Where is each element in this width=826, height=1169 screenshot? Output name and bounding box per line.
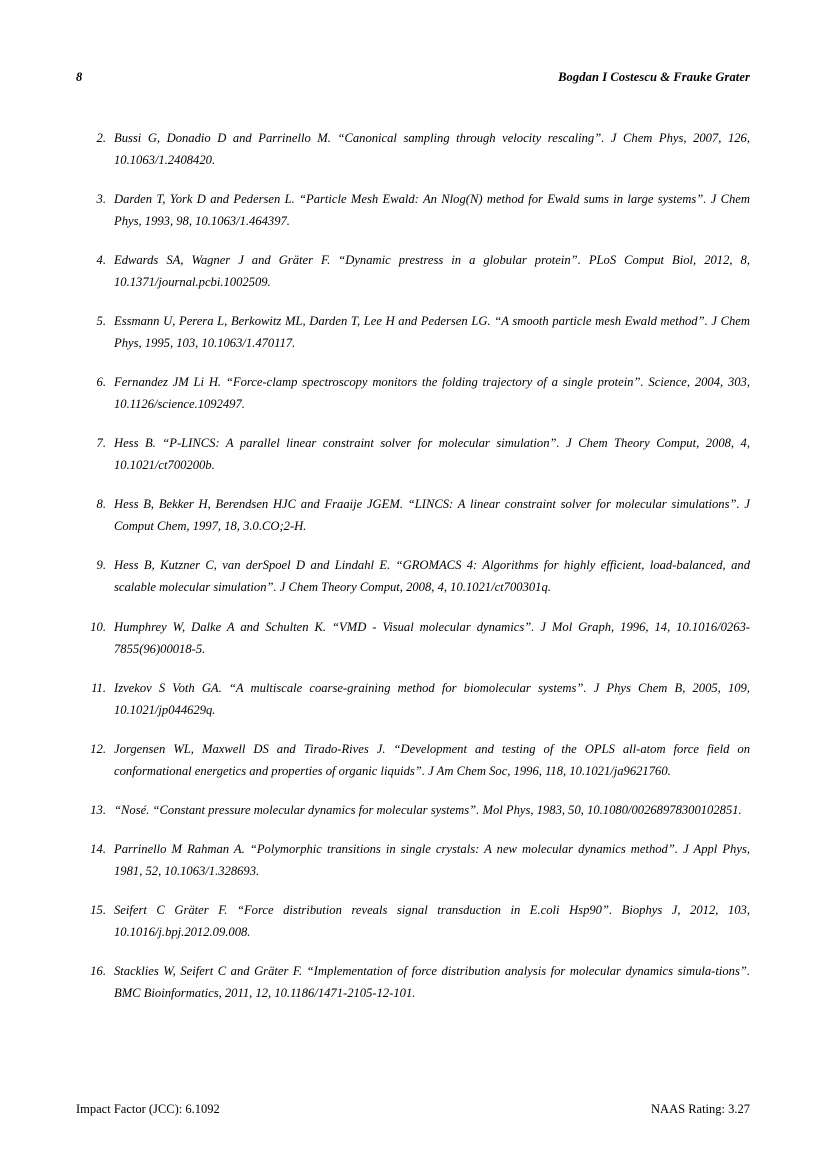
list-item xyxy=(76,127,750,171)
page-footer xyxy=(76,1102,750,1117)
reference-number: 4. xyxy=(96,253,106,268)
reference-text: Bussi G, Donadio D and Parrinello M. “Canonical sampling through velocity rescaling”. J Chem Phys, 2007, 126, 10.1063/1.2408420. xyxy=(114,131,750,168)
page-number: 8 xyxy=(76,70,83,84)
list-item xyxy=(76,677,750,721)
reference-number: 9. xyxy=(96,558,106,573)
list-item xyxy=(76,188,750,232)
reference-text: Hess B, Bekker H, Berendsen HJC and Fraaije JGEM. “LINCS: A linear constraint solver for molecular simulations”. J Comput Chem, 1997, 18, 3.0.CO;2-H. xyxy=(114,497,750,534)
reference-number: 15. xyxy=(90,902,106,917)
reference-text: Parrinello M Rahman A. “Polymorphic transitions in single crystals: A new molecular dynamics method”. J Appl Phys, 1981, 52, 10.1063/1.328693. xyxy=(114,841,750,878)
reference-text: Seifert C Gräter F. “Force distribution reveals signal transduction in E.coli Hsp90”. Biophys J, 2012, 103, 10.1016/j.bpj.2012.09.008. xyxy=(114,902,750,939)
list-item xyxy=(76,616,750,660)
reference-number: 8. xyxy=(96,497,106,512)
list-item xyxy=(76,371,750,415)
reference-text: Essmann U, Perera L, Berkowitz ML, Darden T, Lee H and Pedersen LG. “A smooth particle mesh Ewald method”. J Chem Phys, 1995, 103, 10.1063/1.470117. xyxy=(114,314,750,351)
reference-text: Jorgensen WL, Maxwell DS and Tirado-Rives J. “Development and testing of the OPLS all-atom force field on conformational energetics and properties of organic liquids”. J Am Chem Soc, 1996, 118, 10.1021/ja9621760. xyxy=(114,741,750,778)
reference-text: Hess B. “P-LINCS: A parallel linear constraint solver for molecular simulation”. J Chem Theory Comput, 2008, 4, 10.1021/ct700200b. xyxy=(114,436,750,473)
reference-text: Hess B, Kutzner C, van derSpoel D and Lindahl E. “GROMACS 4: Algorithms for highly efficient, load-balanced, and scalable molecular simulation”. J Chem Theory Comput, 2008, 4, 10.1021/ct700301q. xyxy=(114,558,750,595)
header-authors: Bogdan I Costescu & Frauke Grater xyxy=(558,70,750,84)
list-item xyxy=(76,493,750,537)
reference-text: Izvekov S Voth GA. “A multiscale coarse-graining method for biomolecular systems”. J Phys Chem B, 2005, 109, 10.1021/jp044629q. xyxy=(114,680,750,717)
list-item xyxy=(76,799,750,821)
reference-number: 2. xyxy=(96,131,106,145)
list-item xyxy=(76,249,750,293)
naas-rating-text: NAAS Rating: 3.27 xyxy=(651,1102,750,1116)
running-head xyxy=(76,70,750,85)
reference-number: 16. xyxy=(90,963,106,978)
list-item xyxy=(76,554,750,598)
impact-factor-text: Impact Factor (JCC): 6.1092 xyxy=(76,1102,220,1116)
reference-text: “Nosé. “Constant pressure molecular dynamics for molecular systems”. Mol Phys, 1983, 50, 10.1080/00268978300102851. xyxy=(114,802,742,817)
reference-text: Edwards SA, Wagner J and Gräter F. “Dynamic prestress in a globular protein”. PLoS Comput Biol, 2012, 8, 10.1371/journal.pcbi.1002509. xyxy=(114,253,750,290)
list-item xyxy=(76,432,750,476)
reference-text: Darden T, York D and Pedersen L. “Particle Mesh Ewald: An Nlog(N) method for Ewald sums in large systems”. J Chem Phys, 1993, 98, 10.1063/1.464397. xyxy=(114,192,750,229)
reference-text: Fernandez JM Li H. “Force-clamp spectroscopy monitors the folding trajectory of a single protein”. Science, 2004, 303, 10.1126/science.1092497. xyxy=(114,375,750,412)
list-item xyxy=(76,838,750,882)
reference-number: 13. xyxy=(90,802,106,817)
reference-number: 3. xyxy=(96,192,106,207)
reference-list xyxy=(76,127,750,1004)
list-item xyxy=(76,738,750,782)
list-item xyxy=(76,899,750,943)
reference-number: 11. xyxy=(91,680,106,695)
reference-number: 5. xyxy=(96,314,106,329)
reference-number: 6. xyxy=(96,375,106,390)
reference-number: 10. xyxy=(90,619,106,634)
reference-number: 7. xyxy=(96,436,106,451)
reference-text: Stacklies W, Seifert C and Gräter F. “Implementation of force distribution analysis for molecular dynamics simula-tions”. BMC Bioinformatics, 2011, 12, 10.1186/1471-2105-12-101. xyxy=(114,963,750,1000)
reference-number: 14. xyxy=(90,841,106,856)
list-item xyxy=(76,310,750,354)
list-item xyxy=(76,960,750,1004)
reference-number: 12. xyxy=(90,741,106,756)
reference-text: Humphrey W, Dalke A and Schulten K. “VMD - Visual molecular dynamics”. J Mol Graph, 1996, 14, 10.1016/0263-7855(96)00018-5. xyxy=(114,619,750,656)
